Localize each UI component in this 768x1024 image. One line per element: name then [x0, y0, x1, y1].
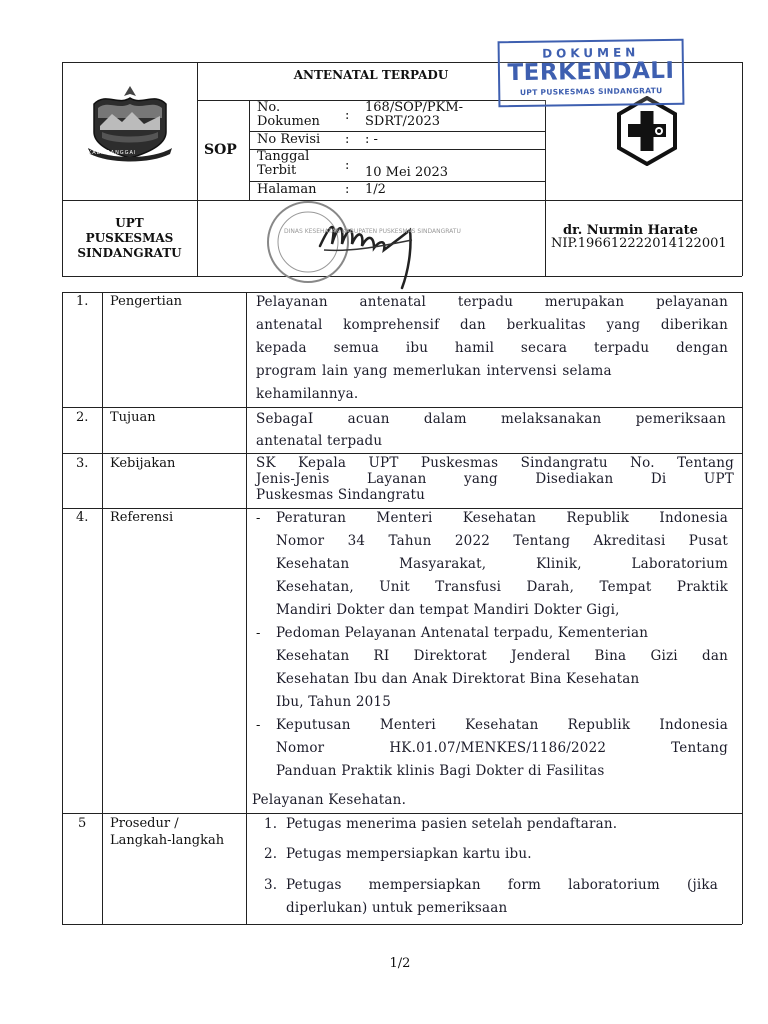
field-label-line: Tanggal: [257, 149, 310, 164]
rule: [62, 813, 742, 814]
body-line: program lain yang memerlukan intervensi selama: [256, 363, 612, 379]
logo-caption: KAB. BANGGAI: [88, 150, 137, 156]
field-label-line: Terbit: [257, 163, 297, 178]
body-line: kepada semua ibu hamil secara terpadu dengan: [256, 340, 728, 356]
rule: [62, 407, 742, 408]
org-name-line: SINDANGRATU: [77, 246, 182, 260]
body-line: Peraturan Menteri Kesehatan Republik Indonesia: [276, 510, 728, 526]
body-line: Kesehatan RI Direktorat Jenderal Bina Gizi dan: [276, 648, 728, 664]
body-line: SK Kepala UPT Puskesmas Sindangratu No. Tentang: [256, 455, 734, 471]
body-line: Panduan Praktik klinis Bagi Dokter di Fasilitas: [276, 763, 605, 779]
field-value-line: 10 Mei 2023: [365, 165, 449, 180]
body-line: Pelayanan Kesehatan.: [252, 792, 407, 808]
field-separator: :: [345, 182, 350, 197]
body-line: Pedoman Pelayanan Antenatal terpadu, Kementerian: [276, 625, 649, 641]
rule: [62, 508, 742, 509]
rule: [742, 62, 743, 276]
rule: [742, 292, 743, 924]
list-bullet: -: [256, 626, 261, 641]
rule: [545, 200, 546, 276]
field-value-line: 1/2: [365, 182, 386, 197]
section-title: Pengertian: [110, 294, 182, 309]
body-line: Pelayanan antenatal terpadu merupakan pelayanan: [256, 294, 728, 310]
step-number: 3.: [264, 877, 278, 893]
document-title: ANTENATAL TERPADU: [293, 68, 449, 82]
rule: [62, 924, 742, 925]
section-title: Tujuan: [110, 410, 156, 425]
stamp-line: TERKENDALI: [507, 57, 675, 87]
org-name-line: PUSKESMAS: [85, 231, 174, 245]
section-title: Kebijakan: [110, 456, 176, 471]
section-number: 2.: [76, 410, 89, 425]
body-line: antenatal terpadu: [256, 433, 383, 449]
signer-name: dr. Nurmin Harate: [563, 223, 698, 238]
rule: [62, 453, 742, 454]
section-number: 3.: [76, 456, 89, 471]
body-line: Nomor HK.01.07/MENKES/1186/2022 Tentang: [276, 740, 728, 756]
signature-seal: [262, 200, 442, 290]
stamp-line: DOKUMEN: [542, 45, 640, 61]
rule: [545, 100, 546, 200]
field-label-line: Halaman: [257, 182, 317, 197]
step-text: Petugas mempersiapkan kartu ibu.: [286, 846, 532, 862]
sop-label: SOP: [204, 142, 237, 158]
seal-text: DINAS KESEHATAN KABUPATEN PUSKESMAS SINDANGRATU: [284, 228, 461, 235]
field-separator: :: [345, 132, 350, 147]
body-line: Puskesmas Sindangratu: [256, 487, 425, 503]
body-line: Jenis-Jenis Layanan yang Disediakan Di UPT: [256, 471, 734, 487]
rule: [62, 292, 742, 293]
body-line: Kesehatan, Unit Transfusi Darah, Tempat Praktik: [276, 579, 728, 595]
section-title: Referensi: [110, 510, 174, 525]
field-label-line: No.: [257, 100, 281, 115]
signer-nip: NIP.196612222014122001: [551, 236, 727, 251]
rule: [102, 292, 103, 924]
step-text: Petugas mempersiapkan form laboratorium (jika: [286, 877, 718, 893]
field-separator: :: [345, 158, 350, 173]
body-line: SebagaI acuan dalam melaksanakan pemeriksaan: [256, 411, 726, 427]
body-line: Keputusan Menteri Kesehatan Republik Indonesia: [276, 717, 728, 733]
puskesmas-logo: [612, 96, 682, 166]
org-name-line: UPT: [115, 216, 144, 230]
section-title: Langkah-langkah: [110, 833, 225, 848]
body-line: antenatal komprehensif dan berkualitas yang diberikan: [256, 317, 728, 333]
section-number: 4.: [76, 510, 89, 525]
list-bullet: -: [256, 511, 261, 526]
stamp-line: UPT PUSKESMAS SINDANGRATU: [519, 86, 663, 97]
body-line: Ibu, Tahun 2015: [276, 694, 391, 710]
step-text: diperlukan) untuk pemeriksaan: [286, 900, 508, 916]
step-number: 2.: [264, 846, 278, 862]
section-number: 5: [78, 816, 87, 831]
rule: [246, 292, 247, 924]
rule: [197, 62, 198, 276]
section-title: Prosedur /: [110, 816, 179, 831]
field-value-line: 168/SOP/PKM-: [365, 100, 464, 115]
body-line: Mandiri Dokter dan tempat Mandiri Dokter Gigi,: [276, 602, 620, 618]
step-text: Petugas menerima pasien setelah pendaftaran.: [286, 816, 618, 832]
field-value-line: : -: [365, 132, 378, 147]
body-line: Kesehatan Masyarakat, Klinik, Laboratorium: [276, 556, 728, 572]
field-value-line: SDRT/2023: [365, 114, 441, 129]
section-number: 1.: [76, 294, 89, 309]
page-number: 1/2: [389, 956, 411, 971]
body-line: Nomor 34 Tahun 2022 Tentang Akreditasi Pusat: [276, 533, 728, 549]
list-bullet: -: [256, 718, 261, 733]
field-label-line: Dokumen: [257, 114, 320, 129]
field-label-line: No Revisi: [257, 132, 321, 147]
rule: [62, 292, 63, 924]
rule: [249, 100, 250, 200]
field-separator: :: [345, 108, 350, 123]
body-line: kehamilannya.: [256, 386, 359, 402]
controlled-document-stamp: [498, 39, 685, 108]
body-line: Kesehatan Ibu dan Anak Direktorat Bina Kesehatan: [276, 671, 640, 687]
step-number: 1.: [264, 816, 278, 832]
